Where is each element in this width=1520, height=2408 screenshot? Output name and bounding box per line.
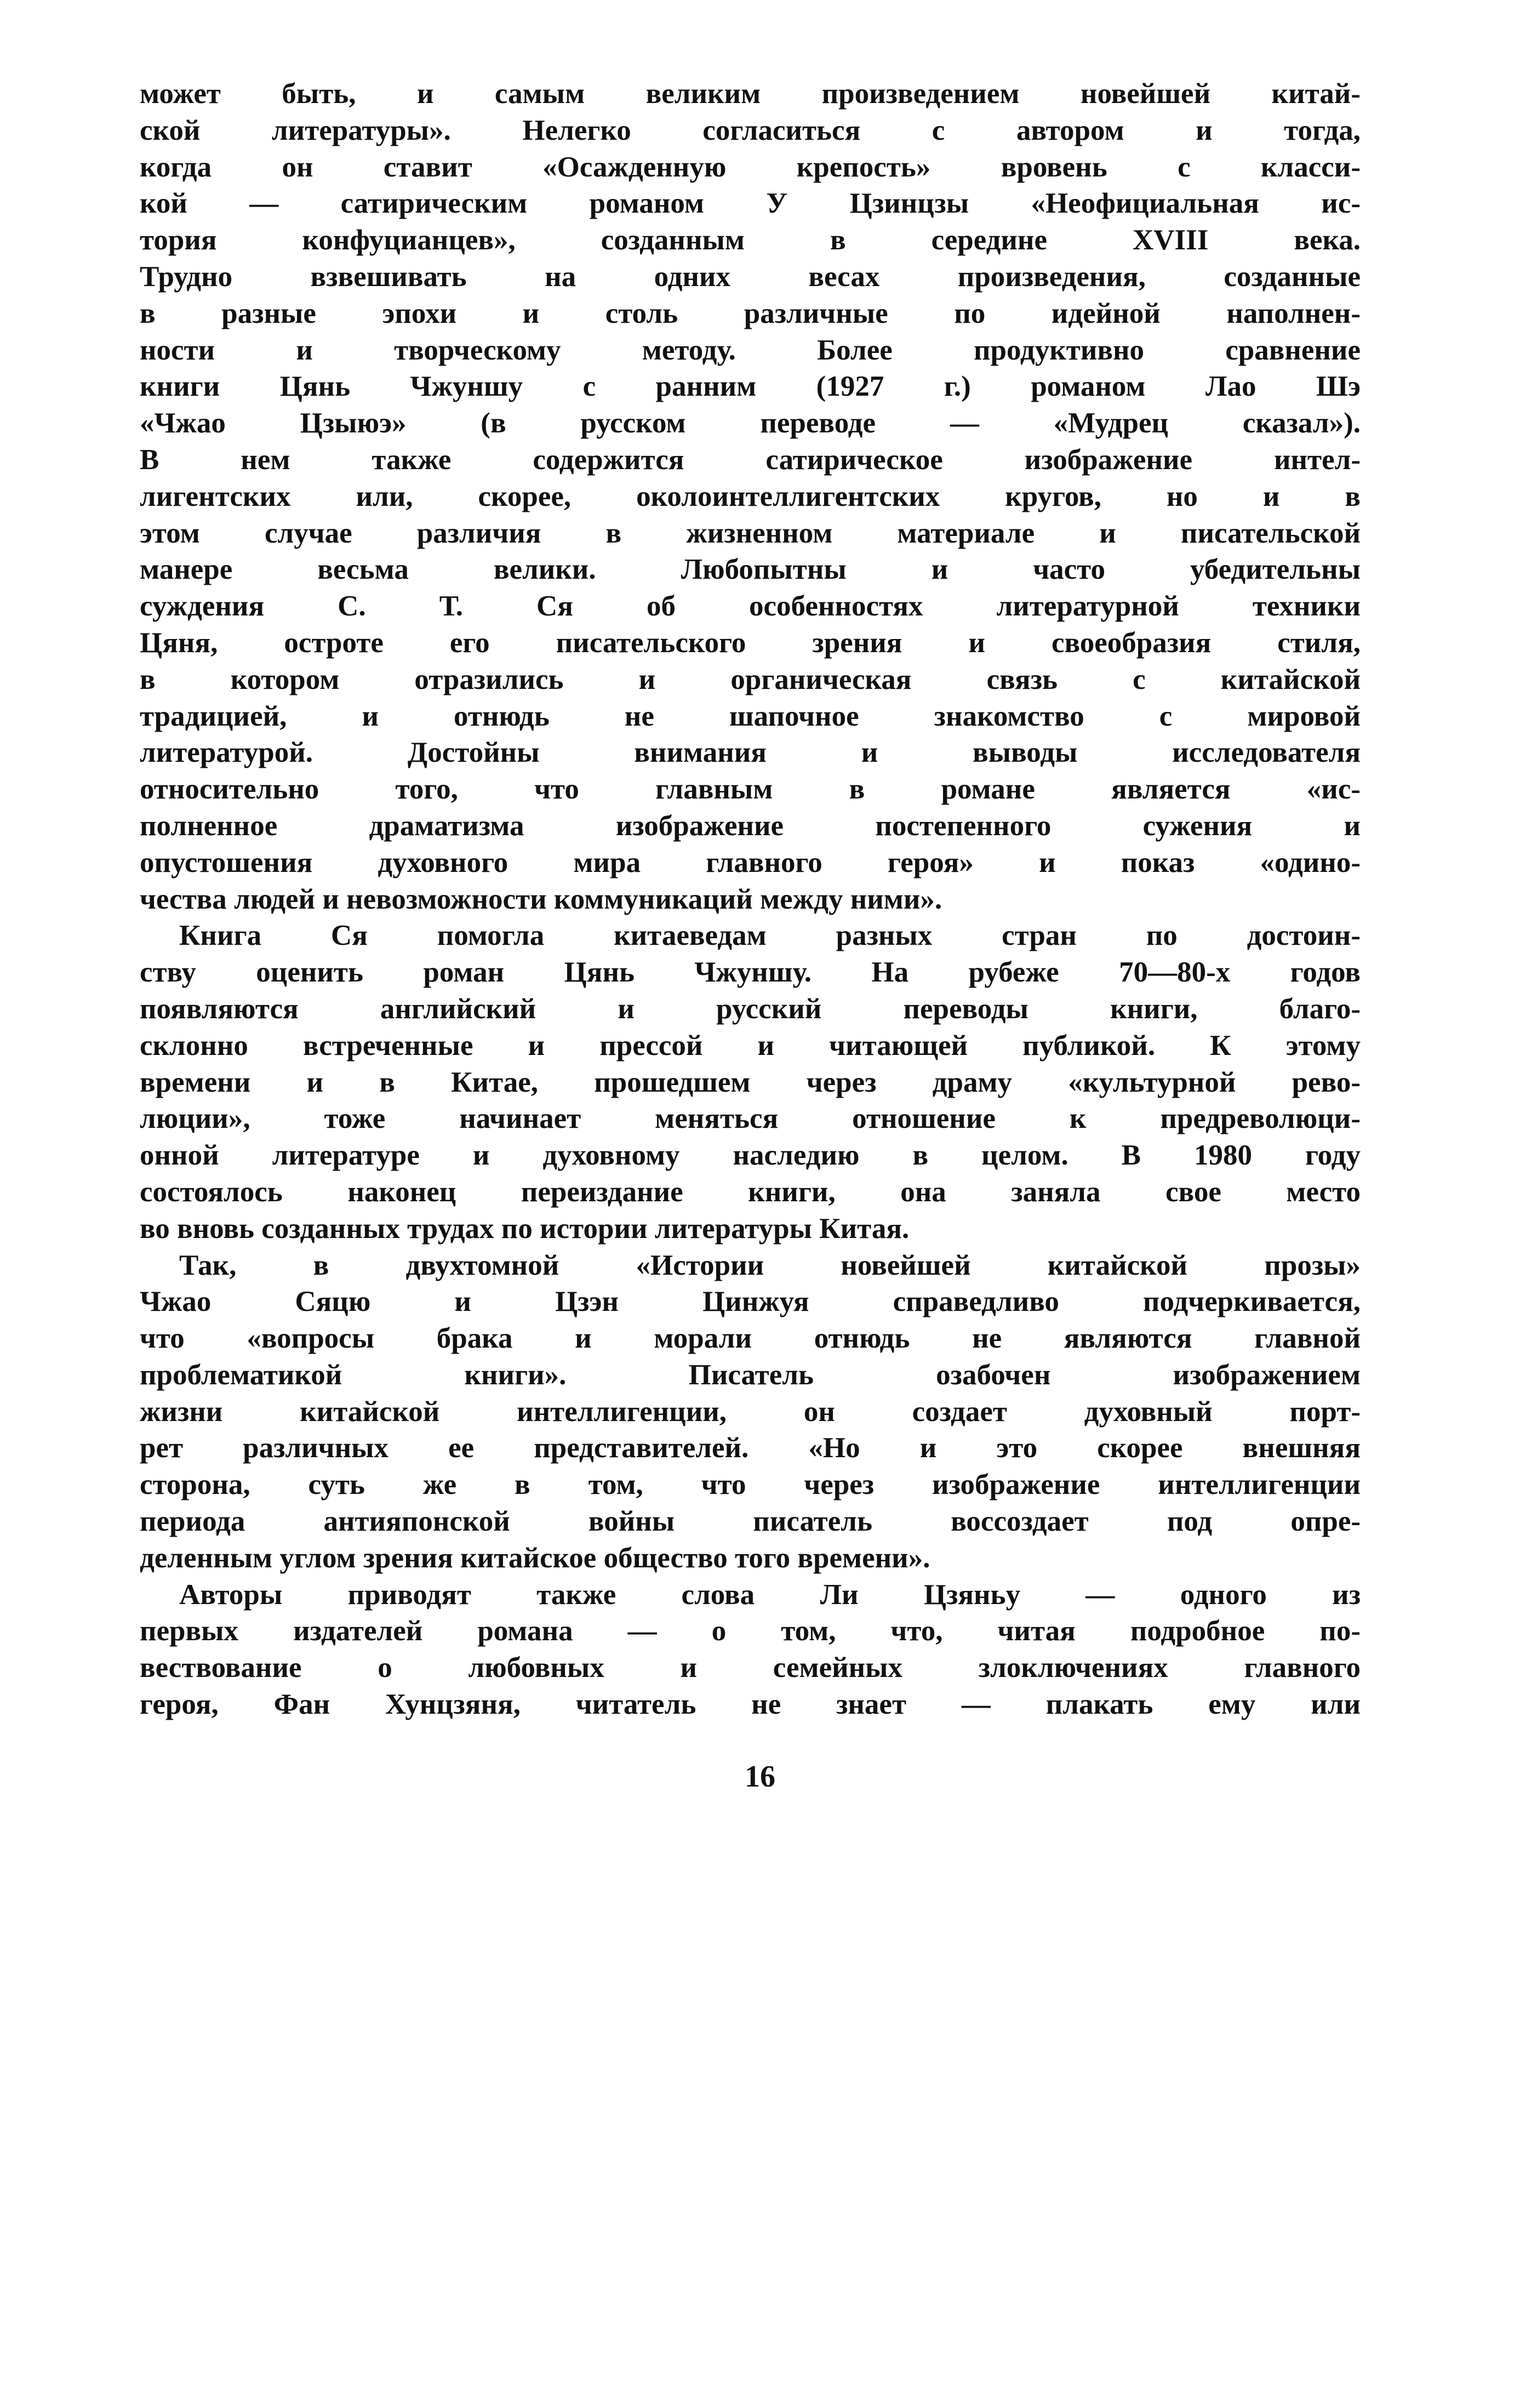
text-line: первых издателей романа — о том, что, читая подробное по- xyxy=(140,1615,1361,1647)
text-line: ности и творческому методу. Более продуктивно сравнение xyxy=(140,334,1361,366)
text-line: суждения С. Т. Ся об особенностях литературной техники xyxy=(140,590,1361,623)
text-line: ской литературы». Нелегко согласиться с автором и тогда, xyxy=(140,114,1361,146)
text-line: тория конфуцианцев», созданным в середине XVIII века. xyxy=(140,224,1361,256)
text-line: времени и в Китае, прошедшем через драму «культурной рево- xyxy=(140,1066,1361,1098)
text-line: этом случае различия в жизненном материале и писательской xyxy=(140,517,1361,549)
text-line: опустошения духовного мира главного героя» и показ «одино- xyxy=(140,846,1361,878)
page-number: 16 xyxy=(745,1760,775,1794)
text-line: что «вопросы брака и морали отнюдь не являются главной xyxy=(140,1322,1361,1355)
text-line: люции», тоже начинает меняться отношение к предреволюци- xyxy=(140,1103,1361,1135)
text-line: полненное драматизма изображение постепенного сужения и xyxy=(140,809,1361,842)
text-line: жизни китайской интеллигенции, он создает духовный порт- xyxy=(140,1395,1361,1428)
text-line: Книга Ся помогла китаеведам разных стран по достоин- xyxy=(179,920,1361,952)
text-line: традицией, и отнюдь не шапочное знакомство с мировой xyxy=(140,700,1361,732)
text-line: литературой. Достойны внимания и выводы исследователя xyxy=(140,737,1361,769)
paragraph xyxy=(140,76,1361,917)
text-line: проблематикой книги». Писатель озабочен изображением xyxy=(140,1359,1361,1391)
text-line: В нем также содержится сатирическое изображение интел- xyxy=(140,443,1361,476)
text-line: в разные эпохи и столь различные по идейной наполнен- xyxy=(140,297,1361,329)
text-line: периода антияпонской войны писатель воссоздает под опре- xyxy=(140,1505,1361,1538)
text-line: вествование о любовных и семейных злоключениях главного xyxy=(140,1652,1361,1684)
text-line: Чжао Сяцю и Цзэн Цинжуя справедливо подчеркивается, xyxy=(140,1286,1361,1318)
text-line: Авторы приводят также слова Ли Цзяньу — одного из xyxy=(179,1578,1361,1611)
text-line: относительно того, что главным в романе является «ис- xyxy=(140,773,1361,806)
text-line: может быть, и самым великим произведением новейшей китай- xyxy=(140,78,1361,110)
text-line: деленным углом зрения китайское общество того времени». xyxy=(140,1542,930,1574)
text-line: ству оценить роман Цянь Чжуншу. На рубеже 70—80-х годов xyxy=(140,956,1361,989)
text-line: «Чжао Цзыюэ» (в русском переводе — «Мудрец сказал»). xyxy=(140,407,1361,440)
paragraph xyxy=(140,1577,1361,1723)
paragraph xyxy=(140,917,1361,1247)
text-line: лигентских или, скорее, околоинтеллигентских кругов, но и в xyxy=(140,480,1361,512)
text-line: сторона, суть же в том, что через изображение интеллигенции xyxy=(140,1469,1361,1501)
text-line: во вновь созданных трудах по истории литературы Китая. xyxy=(140,1212,910,1245)
text-line: Цяня, остроте его писательского зрения и своеобразия стиля, xyxy=(140,626,1361,659)
text-line: склонно встреченные и прессой и читающей публикой. К этому xyxy=(140,1029,1361,1062)
text-line: когда он ставит «Осажденную крепость» вровень с класси- xyxy=(140,151,1361,183)
text-line: книги Цянь Чжуншу с ранним (1927 г.) романом Лао Шэ xyxy=(140,370,1361,403)
text-line: чества людей и невозможности коммуникаций между ними». xyxy=(140,883,942,915)
page-body-text xyxy=(140,76,1361,1723)
text-line: Так, в двухтомной «Истории новейшей китайской прозы» xyxy=(179,1249,1361,1281)
text-line: в котором отразились и органическая связь с китайской xyxy=(140,663,1361,695)
paragraph xyxy=(140,1247,1361,1577)
text-line: рет различных ее представителей. «Но и это скорее внешняя xyxy=(140,1432,1361,1464)
text-line: героя, Фан Хунцзяня, читатель не знает — плакать ему или xyxy=(140,1688,1361,1721)
text-line: манере весьма велики. Любопытны и часто убедительны xyxy=(140,554,1361,586)
text-line: Трудно взвешивать на одних весах произведения, созданные xyxy=(140,260,1361,293)
text-line: кой — сатирическим романом У Цзинцзы «Неофициальная ис- xyxy=(140,187,1361,220)
text-line: состоялось наконец переиздание книги, она заняла свое место xyxy=(140,1176,1361,1208)
text-line: онной литературе и духовному наследию в целом. В 1980 году xyxy=(140,1139,1361,1172)
text-line: появляются английский и русский переводы книги, благо- xyxy=(140,992,1361,1025)
